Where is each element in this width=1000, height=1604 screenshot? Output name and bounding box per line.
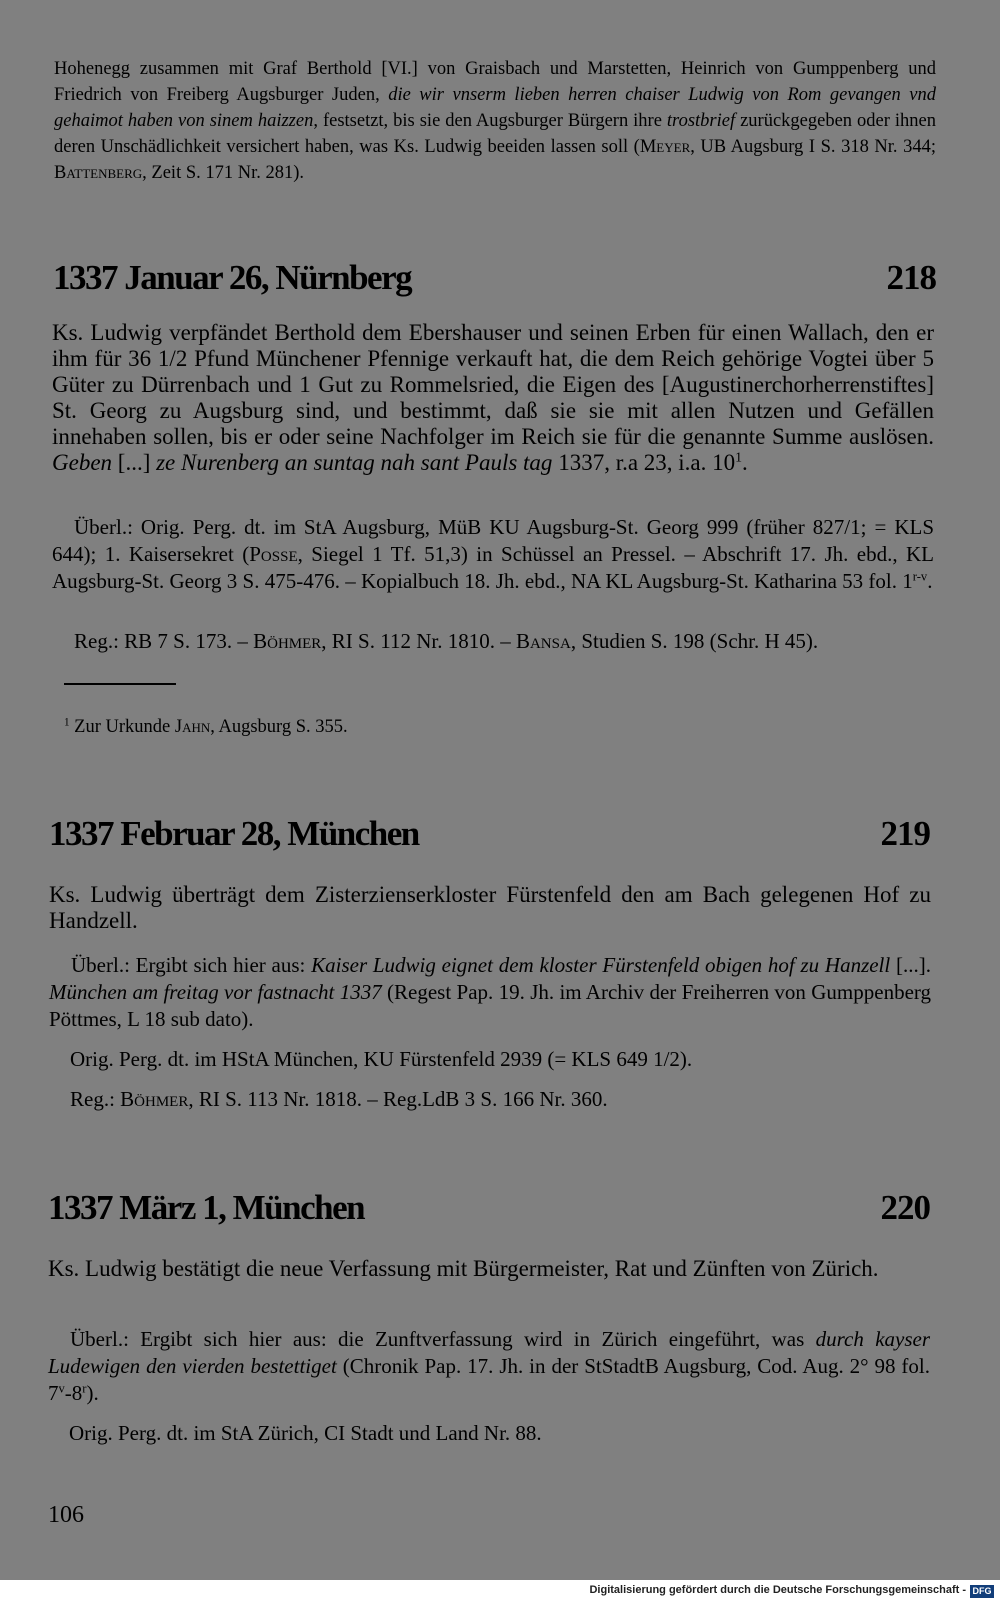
entry-218-quote: ze Nurenberg an suntag nah sant Pauls tag — [156, 450, 553, 475]
entry-220-uberl-sup: v — [58, 1381, 65, 1396]
page-number: 106 — [48, 1502, 84, 1528]
entry-219-reg-text: Reg.: — [70, 1087, 121, 1111]
entry-218-reg-text: , Studien S. 198 (Schr. H 45). — [570, 629, 819, 653]
entry-219-uberl-quote: Kaiser Ludwig eignet dem kloster Fürstenfeld obigen hof zu Hanzell — [311, 953, 891, 977]
entry-219-uberl-text: (Regest Pap. 19. Jh. im Archiv der Freiherren von Gumppenberg Pöttmes, L 18 sub dato). — [49, 980, 931, 1031]
entry-218-uberl-text: , Siegel 1 Tf. 51,3) in Schüssel an Pressel. – Abschrift 17. Jh. ebd., KL Augsburg-St. Georg 3 S. 475-476. – Kopialbuch 18. Jh. ebd., NA KL Augsburg-St. Katharina 53 fol. 1 — [52, 542, 934, 593]
entry-219-heading: 1337 Februar 28, München — [49, 814, 419, 853]
footnote-text: Zur Urkunde — [69, 717, 175, 737]
entry-219-number: 219 — [880, 814, 930, 853]
entry-218-reg-text: , RI S. 112 Nr. 1810. – — [321, 629, 516, 653]
footnote-1 — [64, 714, 924, 740]
intro-text: zurückgegeben oder ihnen deren Unschädlichkeit versichert haben, was Ks. Ludwig beeiden lassen soll ( — [54, 111, 936, 157]
intro-author: Battenberg — [54, 163, 143, 183]
entry-220-original: Orig. Perg. dt. im StA Zürich, CI Stadt und Land Nr. 88. — [69, 1421, 542, 1445]
intro-text: Hohenegg zusammen mit Graf Berthold [VI.] von Graisbach und Marstetten, Heinrich von Gumppenberg und Friedrich von Freiberg Augsburger Juden, — [54, 59, 936, 105]
footnote-author: Jahn — [174, 717, 211, 737]
entry-218-uberl-author: Posse — [249, 542, 298, 566]
entry-220-uberl-text: (Chronik Pap. 17. Jh. in der StStadtB Augsburg, Cod. Aug. 2° 98 fol. 7 — [48, 1354, 930, 1405]
entry-218-summary: 1337, r.a 23, i.a. 10 — [552, 450, 736, 475]
entry-220-uberl-text: ). — [86, 1381, 99, 1405]
entry-219-uberl-text: [...]. — [890, 953, 931, 977]
footnote-number: 1 — [64, 716, 70, 729]
entry-218-heading: 1337 Januar 26, Nürnberg — [53, 258, 412, 297]
entry-219-uberl-quote: München am freitag vor fastnacht 1337 — [49, 980, 382, 1004]
entry-219-uberlieferung — [49, 952, 931, 1033]
intro-text: , festsetzt, bis sie den Augsburger Bürgern ihre — [313, 111, 667, 131]
entry-218-reg-text: Reg.: RB 7 S. 173. – — [74, 629, 254, 653]
entry-218-quote: Geben — [52, 450, 113, 475]
footnote-text: , Augsburg S. 355. — [210, 717, 348, 737]
intro-author: Meyer — [639, 137, 691, 157]
entry-218-text — [52, 320, 934, 476]
entry-220-heading: 1337 März 1, München — [48, 1188, 365, 1227]
entry-218-uberl-text: . — [927, 569, 933, 593]
footnote-divider — [64, 683, 176, 685]
entry-219-original: Orig. Perg. dt. im HStA München, KU Fürstenfeld 2939 (= KLS 649 1/2). — [70, 1047, 693, 1071]
footnote-marker: 1 — [735, 449, 743, 465]
entry-218-summary: Ks. Ludwig verpfändet Berthold dem Ebershauser und seinen Erben für einen Wallach, den er ihm für 36 1/2 Pfund Münchener Pfennige verkauft hat, die dem Reich gehörige Vogtei über 5 Güter zu Dürrenbach und 1 Gut zu Rommelsried, die Eigen des [Augustinerchorherrenstiftes] St. Georg zu Augsburg sind, und bestimmt, daß sie sie mit allen Nutzen und Gefällen innehaben sollen, bis er oder seine Nachfolger im Reich sie für die genannte Summe auslösen. — [52, 320, 934, 449]
entry-219-reg-text: , RI S. 113 Nr. 1818. – Reg.LdB 3 S. 166 Nr. 360. — [188, 1087, 608, 1111]
intro-paragraph — [54, 56, 936, 186]
entry-220-uberl-text: -8 — [64, 1381, 83, 1405]
entry-218-summary: . — [742, 450, 748, 475]
entry-220-uberl-text: Überl.: Ergibt sich hier aus: die Zunftverfassung wird in Zürich eingeführt, was — [70, 1327, 816, 1351]
entry-218-summary: [...] — [112, 450, 157, 475]
entry-220-uberl-quote: durch kayser Ludewigen den vierden bestettiget — [48, 1327, 930, 1378]
intro-quote: die wir vnserm lieben herren chaiser Ludwig von Rom gevangen vnd gehaimot haben von sinem haizzen — [54, 85, 936, 131]
entry-218-regest — [74, 628, 934, 655]
entry-219-reg-author: Böhmer — [120, 1087, 189, 1111]
entry-219-uberl-text: Überl.: Ergibt sich hier aus: — [71, 953, 312, 977]
entry-220-text: Ks. Ludwig bestätigt die neue Verfassung mit Bürgermeister, Rat und Zünften von Zürich. — [48, 1256, 879, 1281]
entry-220-number: 220 — [880, 1188, 930, 1227]
dfg-logo: DFG — [970, 1585, 994, 1598]
intro-text: , UB Augsburg I S. 318 Nr. 344; — [690, 137, 936, 157]
entry-219-text: Ks. Ludwig überträgt dem Zisterzienserkloster Fürstenfeld den am Bach gelegenen Hof zu Handzell. — [49, 882, 931, 933]
entry-218-reg-author: Böhmer — [253, 629, 322, 653]
entry-220-uberl-sup: r — [82, 1381, 87, 1396]
entry-218-uberl-text: Überl.: Orig. Perg. dt. im StA Augsburg, MüB KU Augsburg-St. Georg 999 (früher 827/1; = KLS 644); 1. Kaisersekret ( — [52, 515, 934, 566]
entry-218-number: 218 — [886, 258, 936, 297]
funding-credit: Digitalisierung gefördert durch die Deutsche Forschungsgemeinschaft - — [589, 1584, 966, 1596]
entry-220-uberlieferung — [48, 1326, 930, 1407]
entry-218-uberl-sup: r-v — [912, 569, 928, 584]
entry-218-reg-author: Bansa — [515, 629, 571, 653]
entry-218-uberlieferung — [52, 514, 934, 595]
entry-219-regest — [70, 1086, 930, 1113]
intro-text: , Zeit S. 171 Nr. 281). — [142, 163, 305, 183]
intro-quote: trostbrief — [666, 111, 736, 131]
